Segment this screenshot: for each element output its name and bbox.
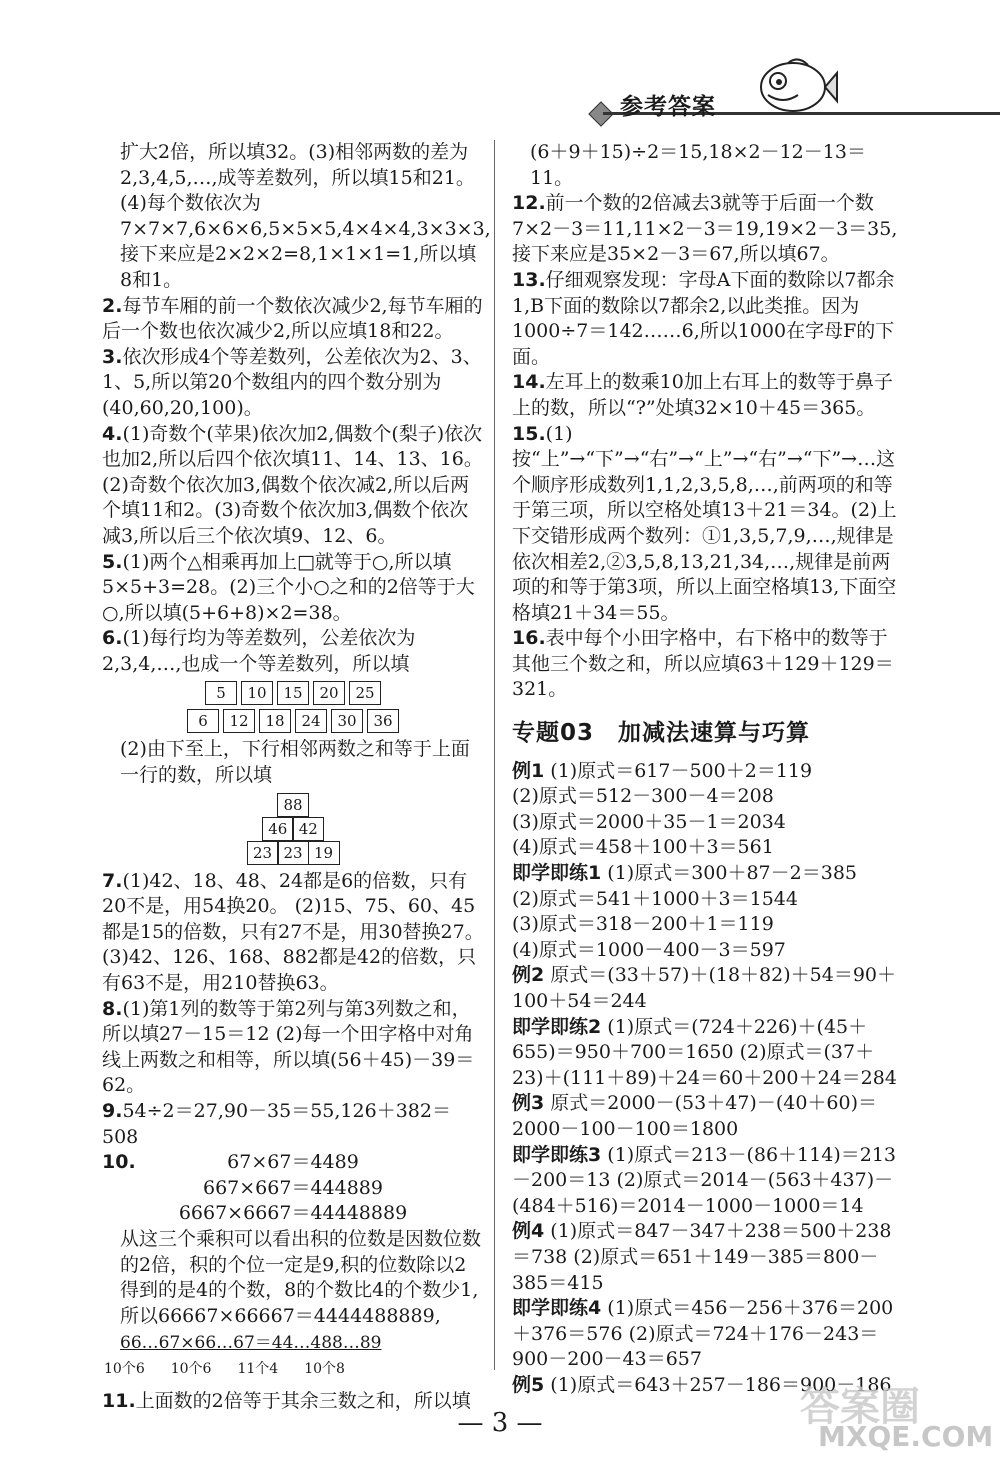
answer-text: (1)每行均为等差数列，公差依次为2,3,4,…,也成一个等差数列，所以填 xyxy=(102,627,416,675)
answer-text: 原式＝(33＋57)＋(18＋82)＋54＝90＋100＋54＝244 xyxy=(512,964,896,1012)
watermark-url: MXQE.COM xyxy=(818,1420,994,1453)
practice-1a xyxy=(512,861,902,887)
answer-text: 表中每个小田字格中，右下格中的数等于其他三个数之和，所以应填63＋129＋129＝321。 xyxy=(512,627,894,701)
item-number: 15. xyxy=(512,422,546,445)
practice-label: 即学即练3 xyxy=(512,1143,602,1166)
answer-text: (1)原式＝617－500＋2＝119 xyxy=(550,759,813,782)
answer-8 xyxy=(102,997,484,1099)
answer-text: 前一个数的2倍减去3就等于后面一个数 7×2－3＝11,11×2－3＝19,19×2－3＝35,接下来应是35×2－3＝67,所以填67。 xyxy=(512,192,898,266)
answer-text: 54÷2＝27,90－35＝55,126＋382＝508 xyxy=(102,1100,451,1148)
answer-text: 上面数的2倍等于其余三数之和，所以填 xyxy=(135,1389,471,1412)
item-number: 8. xyxy=(102,997,123,1020)
answer-text: (1)原式＝213－(86＋114)＝213－200＝13 (2)原式＝2014－(563＋437)－(484＋516)＝2014－1000－1000＝14 xyxy=(512,1143,896,1217)
header-title: 参考答案 xyxy=(620,94,716,120)
grid-cell: 30 xyxy=(331,709,363,733)
section-title: 专题03 加减法速算与巧算 xyxy=(512,720,811,747)
example-1d: (4)原式＝458＋100＋3＝561 xyxy=(512,836,774,859)
grid-cell: 24 xyxy=(295,709,327,733)
example-1a xyxy=(512,759,902,785)
pyramid-cell: 46 xyxy=(262,817,294,841)
grid-cell: 36 xyxy=(367,709,399,733)
answer-text: 仔细观察发现：字母A下面的数除以7都余1,B下面的数除以7都余2,以此类推。因为1000÷7＝142……6,所以1000在字母F的下面。 xyxy=(512,268,895,368)
answer-text: (1)42、18、48、24都是6的倍数，只有20不是，用54换20。 (2)15、75、60、45都是15的倍数，只有27不是，用30替换27。(3)42、126、168、882都是42的倍数，只有63不是，用210替换63。 xyxy=(102,869,484,995)
brace-label: 10个6 xyxy=(104,1360,145,1377)
page-number: — 3 — xyxy=(457,1408,543,1438)
grid-cell: 18 xyxy=(259,709,291,733)
answer-10-text: 从这三个乘积可以看出积的位数是因数位数的2倍，积的个位一定是9,积的位数除以2得到的是4的个数，8的个数比4的个数少1,所以66667×66667＝4444488889, xyxy=(120,1227,482,1327)
item-number: 6. xyxy=(102,627,123,650)
watermark-logo: 答案圈 xyxy=(800,1384,920,1430)
brace-label: 10个8 xyxy=(304,1360,345,1377)
example-2 xyxy=(512,963,902,1014)
pyramid-row-3 xyxy=(247,841,339,865)
brace-labels xyxy=(102,1357,484,1383)
pyramid-cell: 88 xyxy=(277,793,309,817)
example-label: 例3 xyxy=(512,1092,545,1115)
example-1b: (2)原式＝512－300－4＝208 xyxy=(512,785,774,808)
brace-expression: 66…67×66…67＝44…488…89 xyxy=(120,1333,382,1354)
practice-1b: (2)原式＝541＋1000＋3＝1544 xyxy=(512,887,798,910)
answer-9 xyxy=(102,1099,484,1150)
grid-cell: 6 xyxy=(187,709,219,733)
grid-cell: 15 xyxy=(277,681,309,705)
answer-16 xyxy=(512,626,902,703)
right-column xyxy=(512,140,902,1399)
answer-1-continued: 扩大2倍，所以填32。(3)相邻两数的差为2,3,4,5,…,成等差数列，所以填15和21。(4)每个数依次为7×7×7,6×6×6,5×5×5,4×4×4,3×3×3,接下来应是2×2×2=8,1×1×1=1,所以填8和1。 xyxy=(120,141,491,291)
item-number: 14. xyxy=(512,371,546,394)
column-divider xyxy=(494,140,495,1370)
item-number: 12. xyxy=(512,192,546,215)
answer-14 xyxy=(512,370,902,421)
example-1c: (3)原式＝2000＋35－1＝2034 xyxy=(512,810,786,833)
item-number: 5. xyxy=(102,550,123,573)
practice-1d: (4)原式＝1000－400－3＝597 xyxy=(512,938,786,961)
pyramid-cell: 42 xyxy=(292,817,324,841)
answer-text: 左耳上的数乘10加上右耳上的数等于鼻子上的数，所以“?”处填32×10＋45＝365。 xyxy=(512,371,893,419)
brace-label: 10个6 xyxy=(170,1360,212,1377)
practice-4 xyxy=(512,1296,902,1373)
item-number: 13. xyxy=(512,268,546,291)
answer-text: (1)原式＝847－347＋238＝500＋238＝738 (2)原式＝651＋149－385＝800－385＝415 xyxy=(512,1220,892,1294)
answer-text: (1)原式＝(724＋226)＋(45＋655)＝950＋700＝1650 (2)原式＝(37＋23)＋(111＋89)＋24＝60＋200＋24＝284 xyxy=(512,1015,897,1089)
answer-text: (1)第1列的数等于第2列与第3列数之和，所以填27－15＝12 (2)每一个田字格中对角线上两数之和相等，所以填(56＋45)－39＝62。 xyxy=(102,997,475,1097)
answer-text: (1)原式＝456－256＋376＝200＋376＝576 (2)原式＝724＋176－243＝900－200－43＝657 xyxy=(512,1297,894,1371)
answer-text: 依次形成4个等差数列，公差依次为2、3、1、5,所以第20个数组内的四个数分别为(40,60,20,100)。 xyxy=(102,345,482,419)
item-number: 4. xyxy=(102,422,123,445)
number-grid-row-2 xyxy=(102,709,484,733)
example-4 xyxy=(512,1219,902,1296)
answer-13 xyxy=(512,268,902,370)
grid-cell: 12 xyxy=(223,709,255,733)
answer-15 xyxy=(512,422,902,627)
number-pyramid xyxy=(102,793,484,865)
item-number: 9. xyxy=(102,1100,123,1122)
answer-text: 原式＝2000－(53＋47)－(40＋60)＝2000－100－100＝1800 xyxy=(512,1092,877,1140)
answer-12 xyxy=(512,191,902,268)
pyramid-cell: 23 xyxy=(247,841,279,865)
item-number: 3. xyxy=(102,345,123,368)
practice-label: 即学即练1 xyxy=(512,862,602,885)
answer-11-continued: (6＋9＋15)÷2＝15,18×2－12－13＝11。 xyxy=(530,141,866,189)
item-number: 11. xyxy=(102,1389,136,1412)
grid-cell: 10 xyxy=(241,681,273,705)
example-label: 例5 xyxy=(512,1373,545,1396)
practice-1c: (3)原式＝318－200＋1＝119 xyxy=(512,913,774,936)
answer-6a xyxy=(102,626,484,677)
number-grid-row-1 xyxy=(102,681,484,705)
item-number: 10. xyxy=(102,1151,136,1174)
item-number: 2. xyxy=(102,294,123,317)
item-number: 16. xyxy=(512,627,546,650)
pyramid-cell: 19 xyxy=(308,841,340,865)
item-number: 7. xyxy=(102,869,123,892)
brace-label: 11个4 xyxy=(237,1360,279,1377)
answer-2 xyxy=(102,294,484,345)
left-column xyxy=(102,140,491,1414)
example-label: 例1 xyxy=(512,759,545,782)
practice-3 xyxy=(512,1143,902,1220)
answer-text: (1)两个△相乘再加上□就等于○,所以填5×5+3=28。(2)三个小○之和的2倍等于大○,所以填(5+6+8)×2=38。 xyxy=(102,550,475,624)
fish-mascot-icon xyxy=(748,55,838,117)
answer-3 xyxy=(102,345,484,422)
answer-7 xyxy=(102,869,484,997)
answer-text: (1)原式＝300＋87－2＝385 xyxy=(607,862,857,885)
answer-text: (1)按“上”→“下”→“右”→“上”→“右”→“下”→…这个顺序形成数列1,1,2,3,5,8,…,前两项的和等于第三项，所以空格处填13＋21＝34。(2)上下交错形成两个数列：①1,3,5,7,9,…,规律是依次相差2,②3,5,8,13,21,34,…,规律是前两项的和等于第3项，所以上面空格填13,下面空格填21＋34＝55。 xyxy=(512,422,897,624)
answer-text: (1)原式＝643＋257－186＝900－186 xyxy=(550,1373,892,1396)
answer-4 xyxy=(102,422,484,550)
equation-3: 6667×6667＝44448889 xyxy=(178,1202,408,1225)
example-label: 例2 xyxy=(512,964,545,987)
practice-label: 即学即练2 xyxy=(512,1015,602,1038)
grid-cell: 5 xyxy=(205,681,237,705)
practice-label: 即学即练4 xyxy=(512,1297,602,1320)
answer-5 xyxy=(102,550,484,627)
equation-1: 67×67＝4489 xyxy=(227,1151,359,1174)
example-label: 例4 xyxy=(512,1220,545,1243)
equation-2: 667×667＝444889 xyxy=(203,1176,383,1199)
pyramid-cell: 23 xyxy=(277,841,309,865)
answer-11 xyxy=(102,1389,484,1415)
example-3 xyxy=(512,1091,902,1142)
answer-text: 每节车厢的前一个数依次减少2,每节车厢的后一个数也依次减少2,所以应填18和22。 xyxy=(102,294,483,343)
answer-text: (1)奇数个(苹果)依次加2,偶数个(梨子)依次也加2,所以后四个依次填11、14、13、16。(2)奇数个依次加3,偶数个依次减2,所以后两个填11和2。(3)奇数个依次加3,偶数个依次减3,所以后三个依次填9、12、6。 xyxy=(102,422,483,547)
practice-2 xyxy=(512,1015,902,1092)
answer-6b: (2)由下至上，下行相邻两数之和等于上面一行的数，所以填 xyxy=(120,738,470,787)
pyramid-row-1 xyxy=(278,793,309,817)
pyramid-row-2 xyxy=(263,817,324,841)
grid-cell: 25 xyxy=(349,681,381,705)
grid-cell: 20 xyxy=(313,681,345,705)
